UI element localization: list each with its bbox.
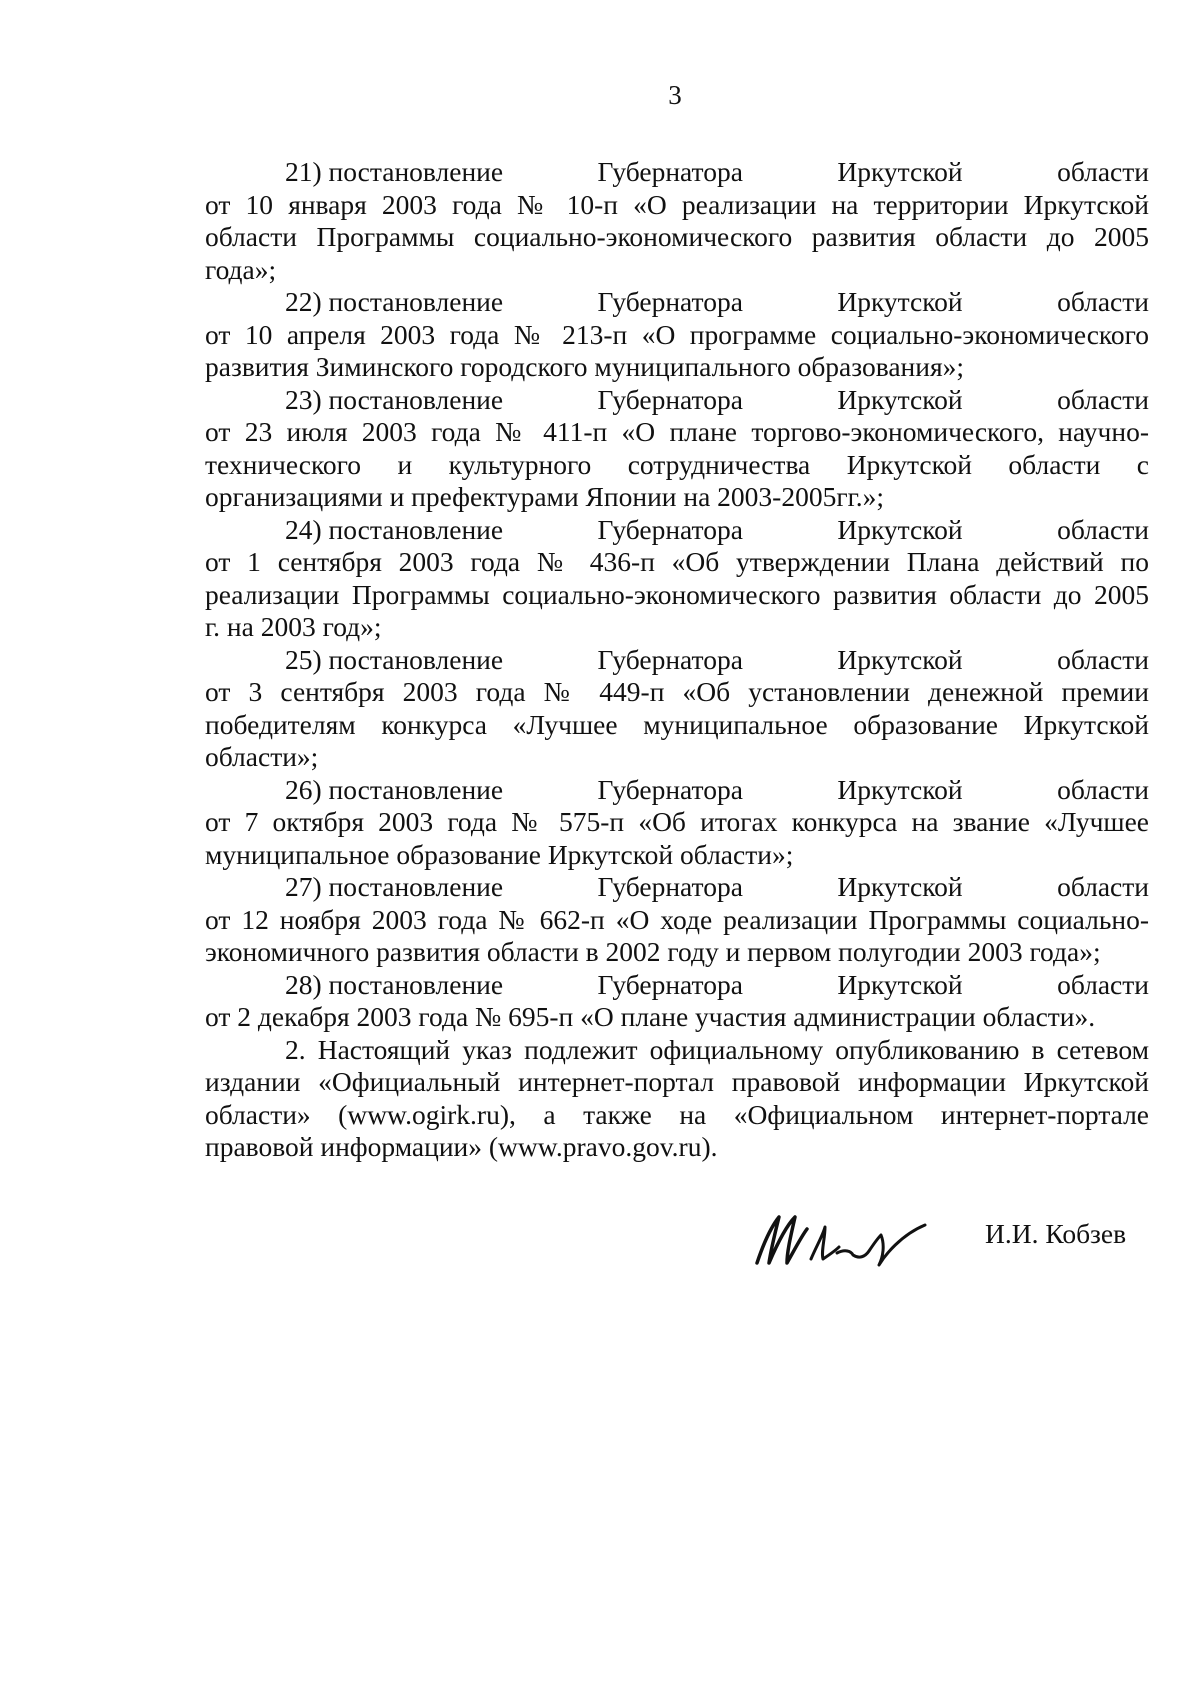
text-line: организациями и префектурами Японии на 2003-2005гг.»; [205,481,885,512]
text-line: 2. Настоящий указ подлежит официальному опубликованию в сетевом [285,1033,1149,1065]
list-item-23 [205,384,1149,514]
list-item-heading: 24) постановление Губернатора Иркутской области [285,513,1149,545]
list-item-heading: 25) постановление Губернатора Иркутской области [285,643,1149,675]
text-line: муниципальное образование Иркутской области»; [205,838,794,870]
text-line: г. на 2003 год»; [205,611,382,642]
text-line: от 1 сентября 2003 года № 436-п «Об утверждении Плана действий по [205,546,1149,577]
text-line: реализации Программы социально-экономического развития области до 2005 [205,578,1149,610]
text-line: экономичного развития области в 2002 году и первом полугодии 2003 года»; [205,936,1101,967]
list-item-27 [205,871,1149,969]
paragraph-2 [205,1034,1149,1164]
text-line: от 23 июля 2003 года № 411-п «О плане торгово-экономического, научно- [205,416,1149,447]
text-line: области» (www.ogirk.ru), а также на «Официальном интернет-портале [205,1098,1149,1130]
list-item-heading: 26) постановление Губернатора Иркутской области [285,773,1149,805]
signer-name: И.И. Кобзев [985,1218,1127,1249]
text-line: области Программы социально-экономического развития области до 2005 [205,221,1149,252]
text-line: издании «Официальный интернет-портал правовой информации Иркутской [205,1066,1149,1097]
list-item-21 [205,156,1149,286]
list-item-heading: 21) постановление Губернатора Иркутской области [285,156,1149,187]
document-body [205,156,1149,1164]
list-item-heading: 28) постановление Губернатора Иркутской области [285,968,1149,1000]
list-item-24 [205,514,1149,644]
text-line: от 7 октября 2003 года № 575-п «Об итогах конкурса на звание «Лучшее [205,806,1149,837]
text-line: от 10 апреля 2003 года № 213-п «О программе социально-экономического [205,318,1149,350]
text-line: победителям конкурса «Лучшее муниципальное образование Иркутской [205,708,1149,740]
text-line: от 10 января 2003 года № 10-п «О реализации на территории Иркутской [205,188,1149,220]
text-line: развития Зиминского городского муниципального образования»; [205,351,965,382]
list-item-heading: 22) постановление Губернатора Иркутской области [285,286,1149,317]
list-item-28 [205,969,1149,1034]
list-item-heading: 27) постановление Губернатора Иркутской области [285,871,1149,902]
list-item-22 [205,286,1149,384]
text-line: правовой информации» (www.pravo.gov.ru). [205,1131,718,1162]
list-item-25 [205,644,1149,774]
text-line: от 12 ноября 2003 года № 662-п «О ходе реализации Программы социально- [205,903,1149,935]
text-line: области»; [205,741,319,772]
text-line: от 2 декабря 2003 года № 695-п «О плане участия администрации области». [205,1001,1096,1032]
handwritten-signature [745,1205,935,1275]
text-line: года»; [205,253,277,285]
text-line: технического и культурного сотрудничества Иркутской области с [205,448,1149,480]
list-item-heading: 23) постановление Губернатора Иркутской области [285,383,1149,415]
page-number: 3 [668,80,682,110]
text-line: от 3 сентября 2003 года № 449-п «Об установлении денежной премии [205,676,1149,707]
list-item-26 [205,774,1149,872]
